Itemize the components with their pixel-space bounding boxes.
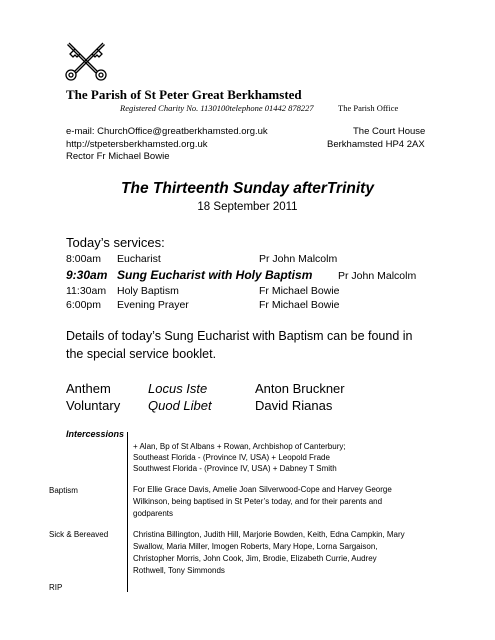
address-line-1: The Court House [353, 126, 426, 137]
music-composer: David Rianas [255, 398, 333, 413]
baptism-line: For Ellie Grace Davis, Amelie Joan Silverwood-Cope and Harvey George [133, 485, 392, 494]
sick-line: Swallow, Maria Miller, Imogen Roberts, Mary Hope, Lorna Sargaison, [133, 542, 378, 551]
details-paragraph: Details of today’s Sung Eucharist with Baptism can be found in the special service booklet. [66, 329, 413, 361]
sick-line: Christina Billington, Judith Hill, Marjorie Bowden, Keith, Edna Campkin, Mary [133, 530, 405, 539]
website-link[interactable]: http://stpetersberkhamsted.org.uk [66, 139, 208, 150]
prayer-line: Southwest Florida - (Province IV, USA) + Dabney T Smith [133, 464, 337, 473]
office-label: The Parish Office [338, 103, 399, 113]
sick-line: Christopher Morris, John Cook, Jim, Brodie, Elizabeth Currie, Audrey [133, 554, 377, 563]
rector-line: Rector Fr Michael Bowie [66, 151, 170, 162]
crossed-keys-icon [60, 38, 112, 84]
email-line[interactable]: e-mail: ChurchOffice@greatberkhamsted.org.uk [66, 126, 268, 137]
services-heading: Today’s services: [66, 235, 165, 250]
music-composer: Anton Bruckner [255, 381, 345, 396]
service-time: 8:00am [66, 253, 102, 265]
service-time: 6:00pm [66, 299, 102, 311]
charity-line: Registered Charity No. 1130100telephone 01442 878227 [120, 103, 314, 113]
baptism-lines [133, 484, 392, 520]
sick-bereaved-label: Sick & Bereaved [49, 530, 109, 539]
service-name: Holy Baptism [117, 285, 179, 297]
sick-bereaved-lines [133, 529, 405, 577]
music-title: Locus Iste [148, 381, 208, 396]
prayer-line: Southeast Florida - (Province IV, USA) + Leopold Frade [133, 453, 330, 462]
service-minister: Fr Michael Bowie [259, 299, 340, 311]
music-label: Anthem [66, 381, 111, 396]
music-title: Quod Libet [148, 398, 212, 413]
address-line-2: Berkhamsted HP4 2AX [327, 139, 425, 150]
baptism-label: Baptism [49, 486, 78, 495]
sick-line: Rothwell, Tony Simmonds [133, 566, 225, 575]
service-minister: Pr John Malcolm [338, 270, 417, 282]
column-divider [127, 432, 128, 592]
intercessions-heading: Intercessions [66, 429, 125, 439]
prayer-lines [133, 441, 346, 474]
service-minister: Fr Michael Bowie [259, 285, 340, 297]
service-date: 18 September 2011 [197, 201, 298, 213]
baptism-line: Wilkinson, being baptised in St Peter’s today, and for their parents and [133, 497, 383, 506]
service-time: 9:30am [66, 268, 108, 282]
music-label: Voluntary [66, 398, 121, 413]
service-name: Evening Prayer [117, 299, 189, 311]
page-title: The Thirteenth Sunday afterTrinity [121, 180, 374, 197]
service-minister: Pr John Malcolm [259, 253, 338, 265]
service-time: 11:30am [66, 285, 107, 297]
service-name: Sung Eucharist with Holy Baptism [117, 268, 313, 282]
parish-logo [60, 38, 112, 84]
rip-label: RIP [49, 583, 63, 592]
service-name: Eucharist [117, 253, 161, 265]
parish-name: The Parish of St Peter Great Berkhamsted [66, 87, 302, 102]
baptism-line: godparents [133, 509, 174, 518]
prayer-line: + Alan, Bp of St Albans + Rowan, Archbishop of Canterbury; [133, 442, 346, 451]
